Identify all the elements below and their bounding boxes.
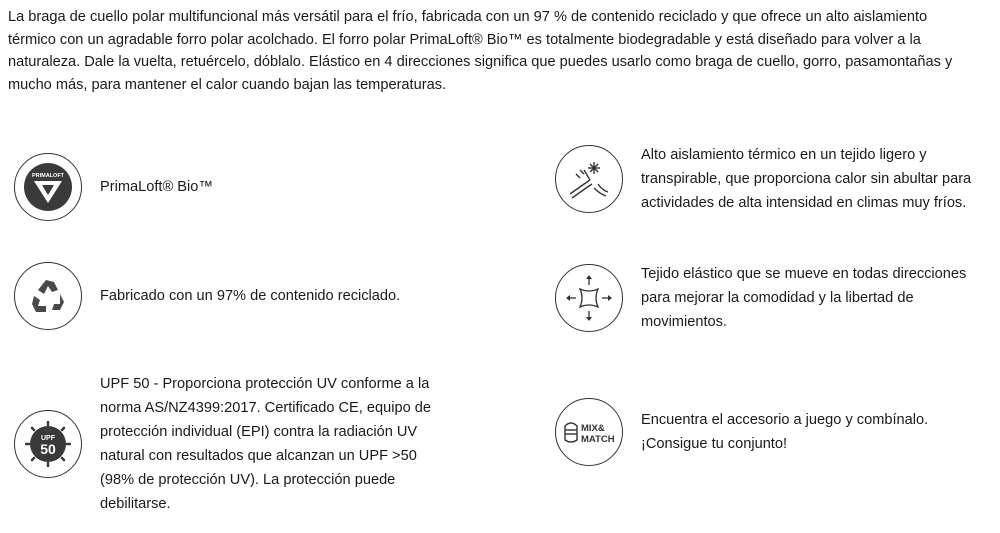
- mix-match-line2: MATCH: [581, 434, 615, 445]
- upf-badge-value: 50: [40, 441, 56, 457]
- upf-badge-top: UPF: [41, 435, 55, 442]
- feature-stretch-text: Tejido elástico que se mueve en todas direcciones para mejorar la comodidad y la libertad de movimientos.: [641, 266, 967, 330]
- recycle-icon: [14, 262, 82, 330]
- upf-50-icon: [14, 410, 82, 478]
- feature-recycled: [14, 262, 480, 330]
- feature-thermal-text: Alto aislamiento térmico en un tejido ligero y transpirable, que proporciona calor sin abultar para actividades de alta intensidad en climas muy fríos.: [641, 147, 972, 211]
- feature-primaloft: [14, 153, 480, 221]
- feature-upf-text: UPF 50 - Proporciona protección UV conforme a la norma AS/NZ4399:2017. Certificado CE, equipo de protección individual (EPI) contra la radiación UV natural con resultados que alcanzan un UPF >50 (98% de protección UV). La protección puede debilitarse.: [100, 376, 431, 512]
- feature-recycled-text: Fabricado con un 97% de contenido reciclado.: [100, 288, 401, 304]
- four-way-stretch-icon: [555, 264, 623, 332]
- primaloft-logo-text: PRIMALOFT: [31, 173, 65, 179]
- primaloft-shield-icon: [14, 153, 82, 221]
- feature-mix-match-text: Encuentra el accesorio a juego y combínalo. ¡Consigue tu conjunto!: [641, 412, 929, 452]
- feature-thermal: [555, 143, 991, 215]
- feature-primaloft-text: PrimaLoft® Bio™: [100, 179, 213, 195]
- mix-match-line1: MIX&: [581, 423, 605, 434]
- mix-match-icon: [555, 398, 623, 466]
- feature-stretch: [555, 262, 981, 334]
- snowflake-thermal-icon: [555, 145, 623, 213]
- feature-upf: [14, 372, 450, 516]
- feature-mix-match: [555, 398, 991, 466]
- product-description: La braga de cuello polar multifuncional más versátil para el frío, fabricada con un 97 % de contenido reciclado y que ofrece un alto aislamiento térmico con un agradable forro polar acolchado. El forro polar PrimaLoft® Bio™ es totalmente biodegradable y está diseñado para volver a la naturaleza. Dale la vuelta, retuércelo, dóblalo. Elástico en 4 direcciones significa que puedes usarlo como braga de cuello, gorro, pasamontañas y mucho más, para mantener el calor cuando bajan las temperaturas.: [8, 9, 953, 93]
